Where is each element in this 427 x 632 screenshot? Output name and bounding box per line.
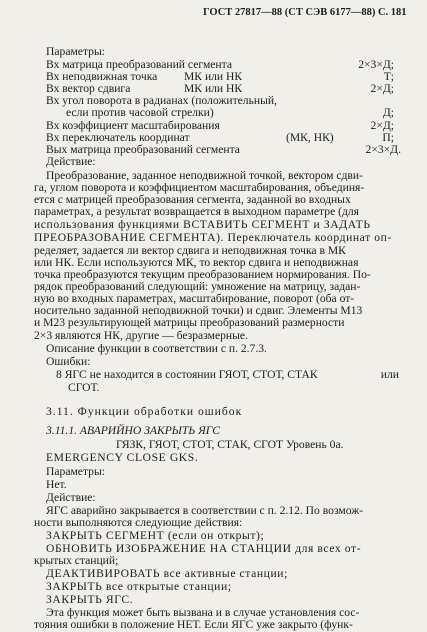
body-line: 2×3 являются НК, другие — безразмерные. bbox=[34, 328, 248, 342]
action-list-item: ЗАКРЫТЬ СЕГМЕНТ (если он открыт); bbox=[46, 529, 265, 543]
param-line bbox=[46, 143, 401, 156]
action-heading: Действие: bbox=[46, 154, 96, 168]
params-heading: Параметры: bbox=[46, 464, 105, 478]
body-line: параметрах, а результат возвращается в выходном параметре (для bbox=[34, 204, 359, 218]
param-type: Д; bbox=[382, 106, 394, 119]
body-line: ную во входных параметрах, масштабирование, поворот (оба от- bbox=[34, 291, 355, 305]
body-line: носительно заданной неподвижной точки) и сдвиг. Элементы М13 bbox=[34, 303, 363, 317]
params-none: Нет. bbox=[46, 477, 67, 491]
param-text: Вх неподвижная точка bbox=[46, 69, 158, 83]
error-text: 8 ЯГС не находится в состоянии ГЯОТ, СТОТ, СТАК bbox=[56, 367, 318, 381]
body-line: точка преобразуются текущим преобразованием нормирования. По- bbox=[34, 267, 371, 281]
body-line: га, углом поворота и коэффициентом масштабирования, объединя- bbox=[34, 180, 365, 194]
action-list-item-cont: крытых станций; bbox=[34, 554, 119, 568]
body-line: рядок преобразований следующий: умножение на матрицу, задан- bbox=[34, 279, 361, 293]
body-line: или НК. Если используются МК, то вектор сдвига и неподвижная bbox=[34, 255, 359, 269]
param-text: Вх переключатель координат bbox=[46, 130, 190, 144]
params-heading: Параметры: bbox=[46, 45, 105, 58]
param-coord: МК или НК bbox=[184, 81, 243, 95]
error-item-cont: СГОТ. bbox=[68, 380, 100, 394]
function-name-english: EMERGENCY CLOSE GKS. bbox=[46, 450, 199, 464]
param-type: П; bbox=[382, 130, 394, 144]
section-heading: 3.11. Функции обработки ошибок bbox=[46, 405, 243, 419]
states-level: ГЯЗК, ГЯОТ, СТОТ, СТАК, СГОТ Уровень 0а. bbox=[116, 437, 344, 451]
param-type: 2×3×Д. bbox=[365, 142, 401, 156]
error-item bbox=[56, 368, 399, 381]
param-type: 2×3×Д; bbox=[358, 57, 394, 71]
body-line: использования функциями ВСТАВИТЬ СЕГМЕНТ и ЗАДАТЬ bbox=[34, 217, 371, 231]
param-coord: МК или НК bbox=[184, 69, 243, 83]
body-line: Эта функция может быть вызвана и в случае установления сос- bbox=[46, 606, 360, 619]
action-list-item: ЗАКРЫТЬ ЯГС. bbox=[46, 593, 134, 606]
action-heading: Действие: bbox=[46, 490, 96, 504]
body-line: ПРЕОБРАЗОВАНИЕ СЕГМЕНТА). Переключатель координат оп- bbox=[34, 230, 392, 244]
body-line: ЯГС аварийно закрывается в соответствии с п. 2.12. По возмож- bbox=[46, 504, 364, 518]
param-text: Вх вектор сдвига bbox=[46, 81, 131, 95]
action-list-item: ЗАКРЫТЬ все открытые станции; bbox=[46, 580, 232, 594]
param-type: 2×Д; bbox=[370, 118, 394, 132]
action-list-item: ОБНОВИТЬ ИЗОБРАЖЕНИЕ НА СТАНЦИИ для всех от- bbox=[46, 542, 362, 556]
param-type: 2×Д; bbox=[370, 81, 394, 95]
errors-heading: Ошибки: bbox=[46, 354, 91, 368]
body-line: ности выполняются следующие действия: bbox=[34, 516, 243, 530]
running-header: ГОСТ 27817—88 (СТ СЭВ 6177—88) С. 181 bbox=[203, 7, 407, 18]
param-text: Вх матрица преобразований сегмента bbox=[46, 57, 232, 71]
body-line: Преобразование, заданное неподвижной точкой, вектором сдви- bbox=[46, 168, 363, 182]
param-line bbox=[46, 106, 394, 119]
param-text: Вх коэффициент масштабирования bbox=[46, 118, 220, 132]
body-line: тояния ошибки в положение НЕТ. Если ЯГС уже закрыто (функ- bbox=[34, 618, 353, 631]
param-text: Вых матрица преобразований сегмента bbox=[46, 142, 240, 156]
param-text: если против часовой стрелки) bbox=[66, 106, 214, 119]
param-type: Т; bbox=[383, 69, 394, 83]
body-line: ется с матрицей преобразования сегмента, заданной во входных bbox=[34, 192, 351, 206]
body-line: и М23 результирующей матрицы преобразований размерности bbox=[34, 315, 345, 329]
param-coord: (МК, НК) bbox=[286, 130, 334, 144]
body-line: Описание функции в соответствии с п. 2.7.3. bbox=[46, 341, 267, 355]
param-line: Вх угол поворота в радианах (положительный, bbox=[46, 93, 277, 107]
body-line: ределяет, задается ли вектор сдвига и неподвижная точка в МК bbox=[34, 243, 346, 257]
action-list-item: ДЕАКТИВИРОВАТЬ все активные станции; bbox=[46, 567, 288, 581]
error-text-end: или bbox=[380, 367, 399, 381]
subsection-heading: 3.11.1. АВАРИЙНО ЗАКРЫТЬ ЯГС bbox=[46, 423, 221, 437]
